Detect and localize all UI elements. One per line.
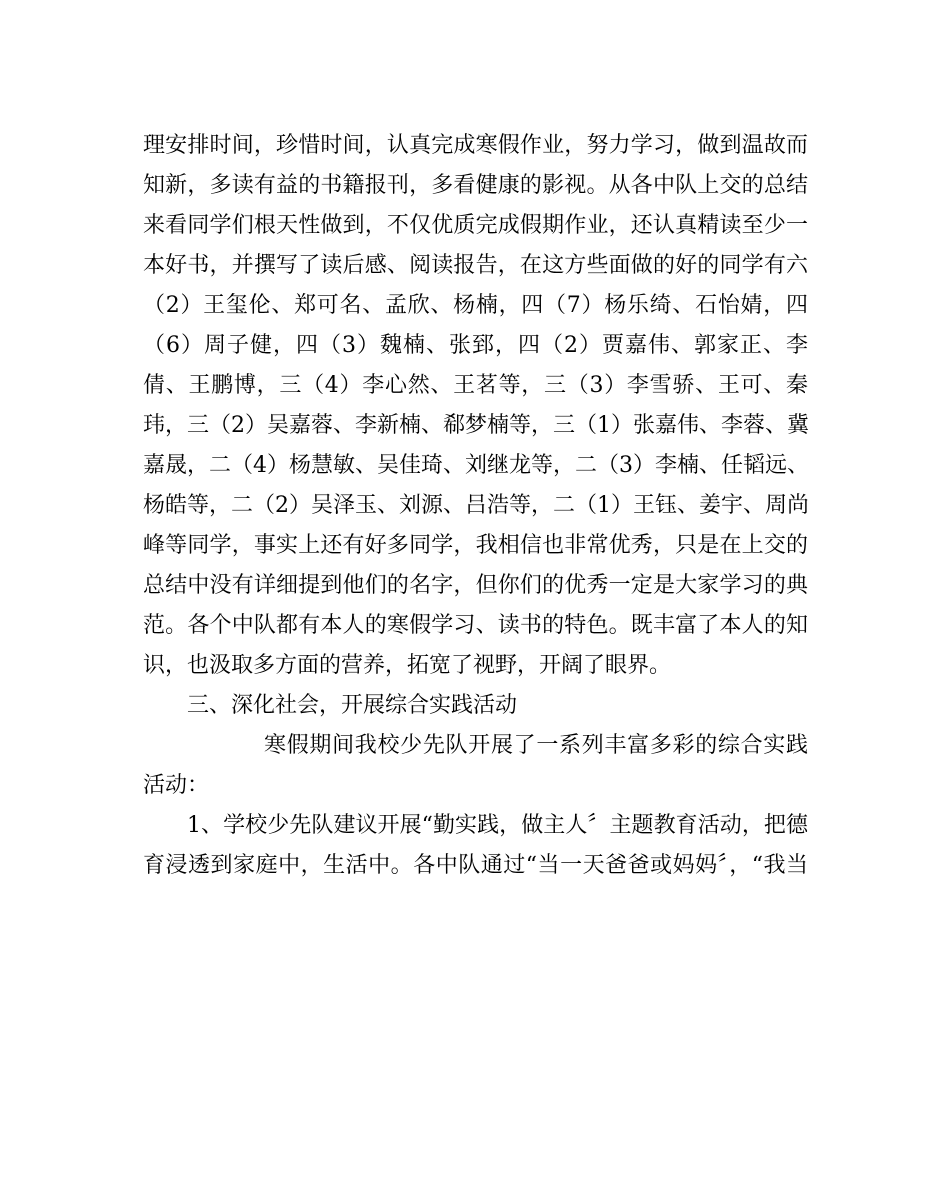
text-line: 范。各个中队都有本人的寒假学习、读书的特色。既丰富了本人的知 — [143, 613, 808, 638]
text-line: 知新，多读有益的书籍报刊，多看健康的影视。从各中队上交的总结 — [143, 173, 808, 198]
text-line: 寒假期间我校少先队开展了一系列丰富多彩的综合实践 — [264, 733, 808, 758]
text-line: （6）周子健，四（3）魏楠、张郅，四（2）贾嘉伟、郭家正、李 — [143, 333, 808, 358]
text-line: 玮，三（2）吴嘉蓉、李新楠、郗梦楠等，三（1）张嘉伟、李蓉、冀 — [143, 413, 809, 438]
text-line: 本好书，并撰写了读后感、阅读报告，在这方些面做的好的同学有六 — [143, 253, 808, 278]
text-line: 倩、王鹏博，三（4）李心然、王茗等，三（3）李雪骄、王可、秦 — [143, 373, 808, 398]
section-heading: 三、深化社会，开展综合实践活动 — [187, 693, 518, 718]
text-line: 总结中没有详细提到他们的名字，但你们的优秀一定是大家学习的典 — [143, 573, 808, 598]
text-line: （2）王玺伦、郑可名、孟欣、杨楠，四（7）杨乐绮、石怡婧，四 — [143, 293, 808, 318]
text-line: 识，也汲取多方面的营养，拓宽了视野，开阔了眼界。 — [143, 653, 672, 678]
text-line: 峰等同学，事实上还有好多同学，我相信也非常优秀，只是在上交的 — [143, 533, 808, 558]
text-line: 嘉晟，二（4）杨慧敏、吴佳琦、刘继龙等，二（3）李楠、任韬远、 — [143, 453, 809, 478]
text-line: 杨皓等，二（2）吴泽玉、刘源、吕浩等，二（1）王钰、姜宇、周尚 — [143, 493, 809, 518]
text-line: 活动： — [143, 773, 210, 798]
text-line: 1、学校少先队建议开展“勤实践，做主人〞主题教育活动，把德 — [187, 813, 808, 838]
document-body — [143, 126, 808, 886]
text-line: 来看同学们根天性做到，不仅优质完成假期作业，还认真精读至少一 — [143, 213, 808, 238]
text-line: 理安排时间，珍惜时间，认真完成寒假作业，努力学习，做到温故而 — [143, 133, 808, 158]
text-line: 育浸透到家庭中，生活中。各中队通过“当一天爸爸或妈妈〞，“我当 — [143, 853, 808, 878]
